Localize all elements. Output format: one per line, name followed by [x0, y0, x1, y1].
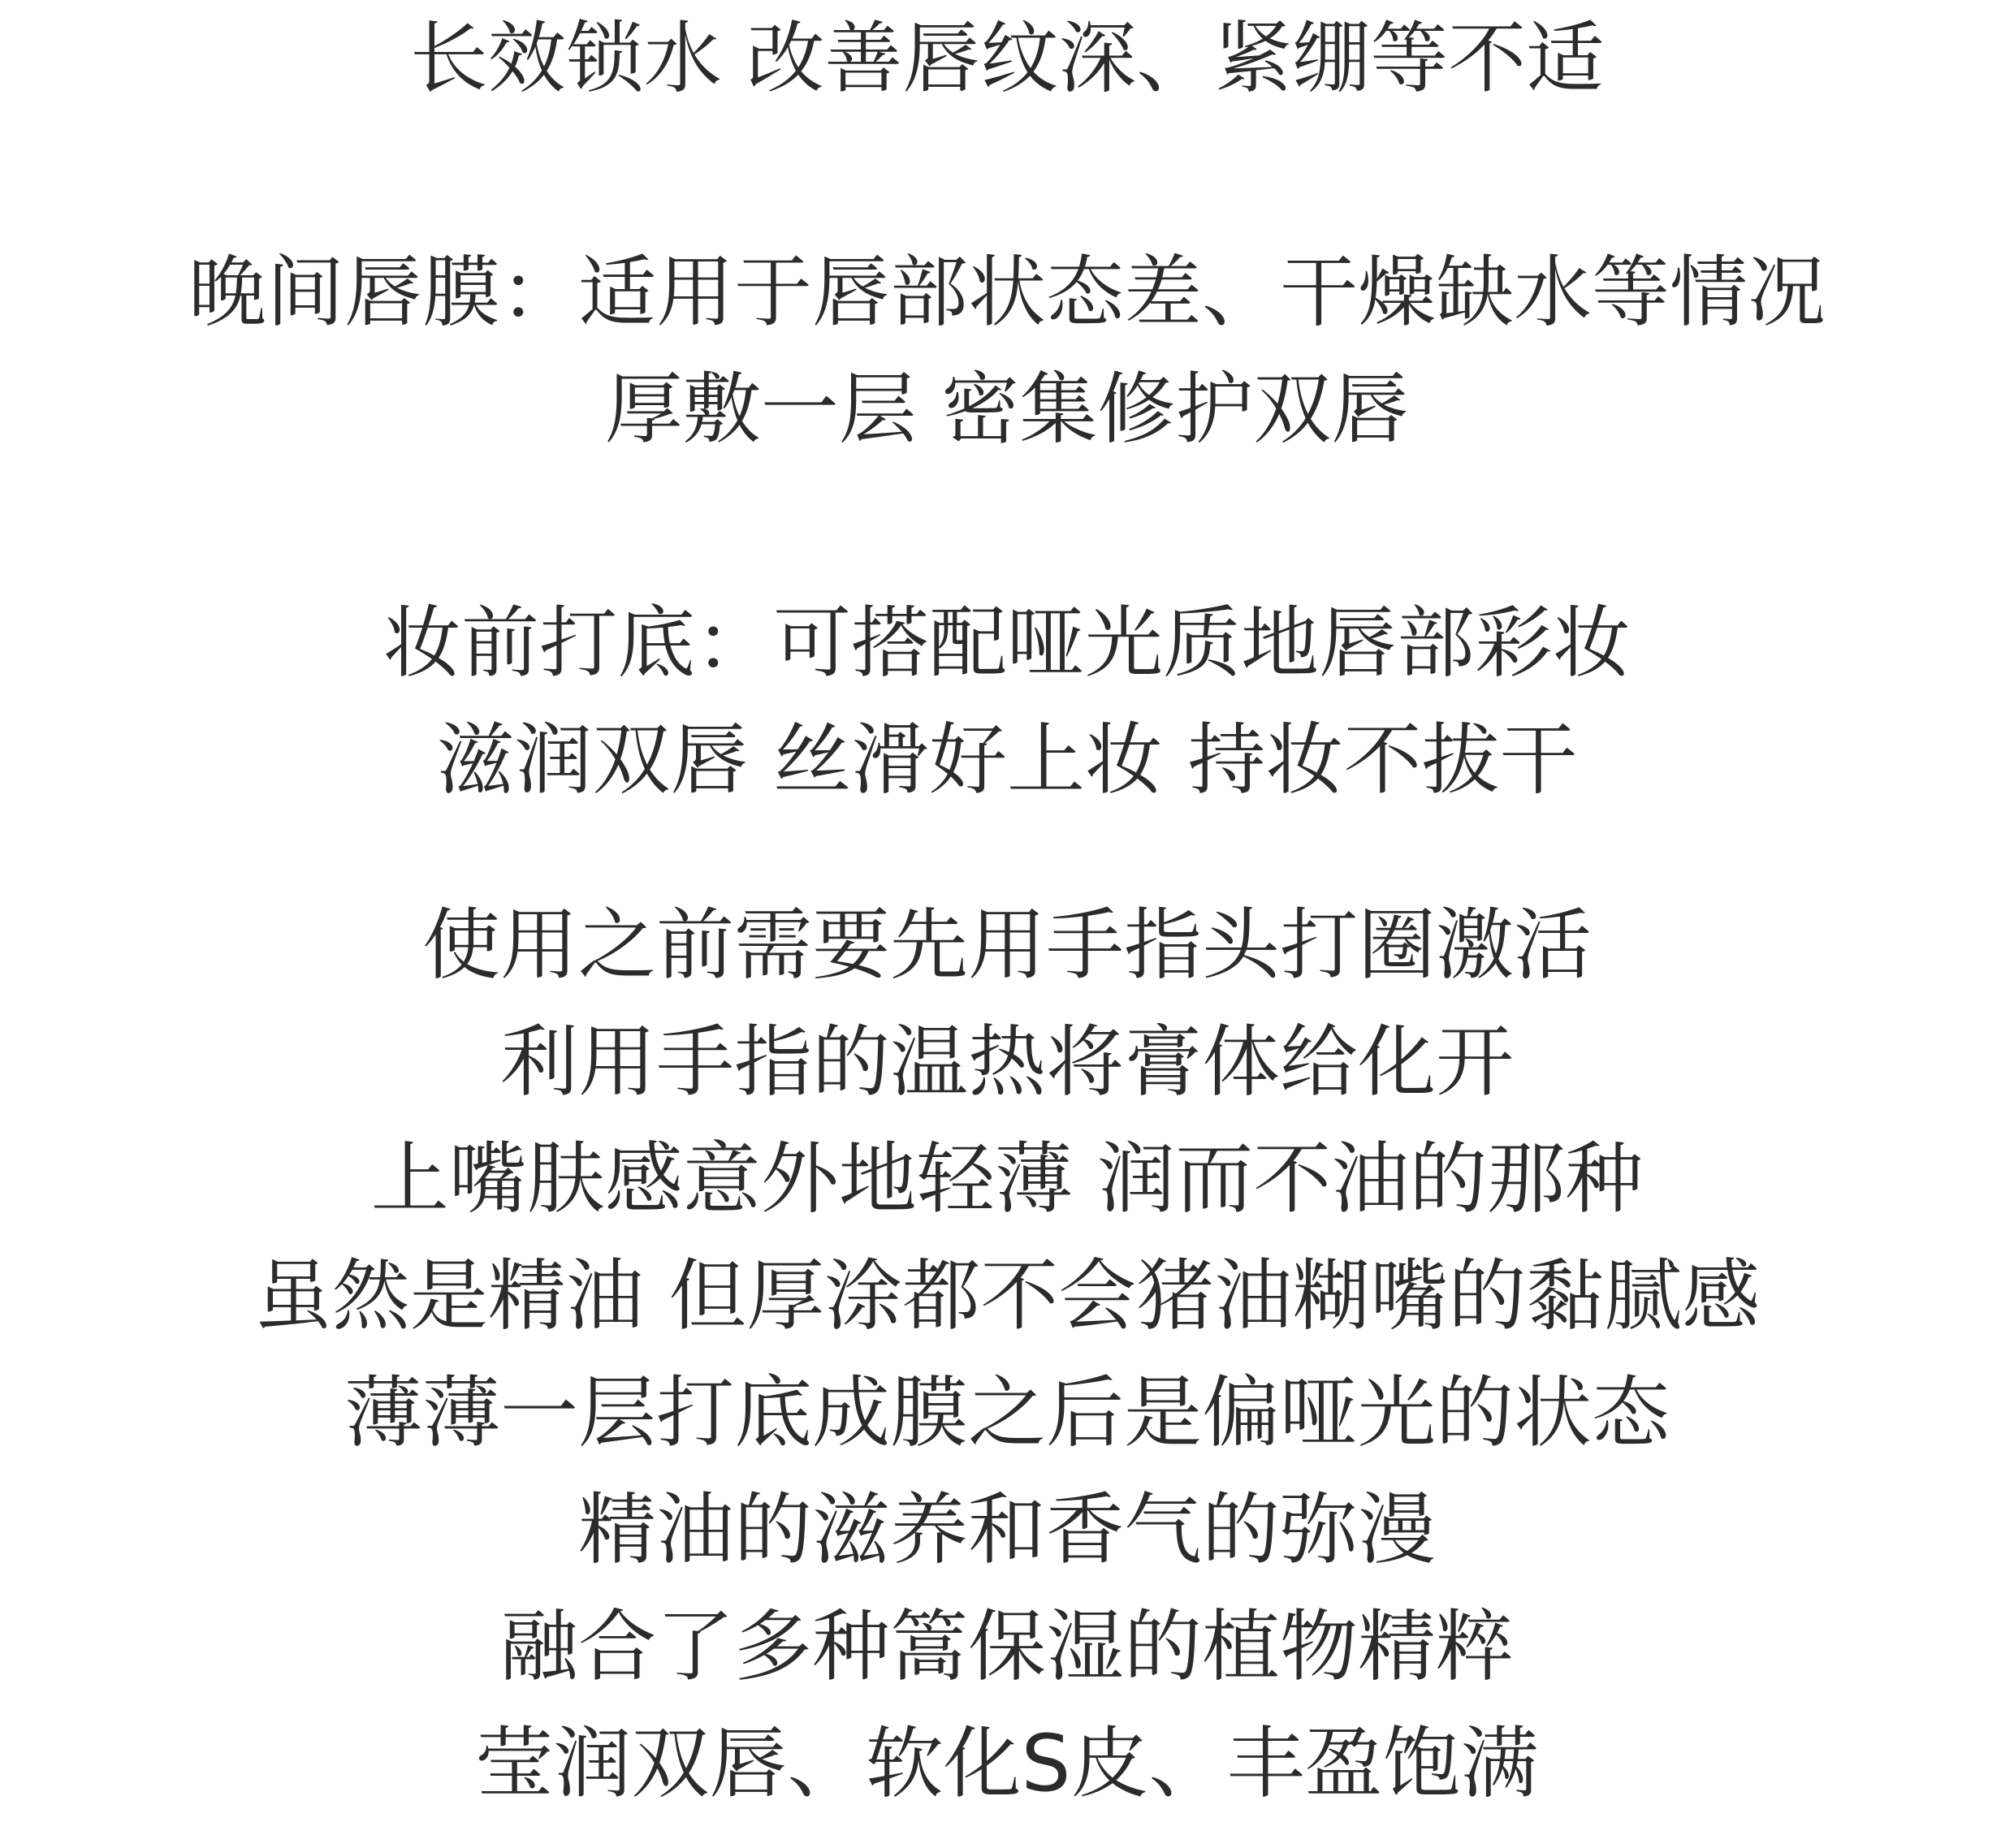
text-line: 厚敷一层 密集修护双唇 — [604, 364, 1410, 455]
text-line: 长效锁水 改善唇纹深、紧绷等不适 — [409, 13, 1605, 104]
text-line: 融合了多种篙保湿的植物精粹 — [500, 1601, 1514, 1692]
text-line: 虽然是精油 但厚涂都不会猪油糊嘴的黏腻感 — [253, 1250, 1761, 1341]
text-line: 妆前打底：可搭配哑光质地唇部彩妆 — [383, 598, 1631, 689]
text-line: 莹润双唇、软化S皮、丰盈饱满 — [475, 1718, 1539, 1809]
text-line: 利用手指的温热将膏体给化开 — [500, 1017, 1514, 1108]
text-line: 精油的滋养和香气的弥漫 — [578, 1484, 1436, 1575]
text-line: 晚间唇膜：适用于唇部状态差、干燥缺水等情况 — [188, 247, 1826, 338]
text-line: 使用之前需要先用手指头打圈激活 — [422, 900, 1592, 991]
text-line: 薄薄一层打底成膜之后是偏哑光的状态 — [344, 1367, 1670, 1458]
text-line: 上嘴肤感意外地轻薄 润而不油的那种 — [370, 1133, 1644, 1224]
text-line: 滋润双唇 丝滑好上妆 持妆不拔干 — [436, 715, 1578, 805]
